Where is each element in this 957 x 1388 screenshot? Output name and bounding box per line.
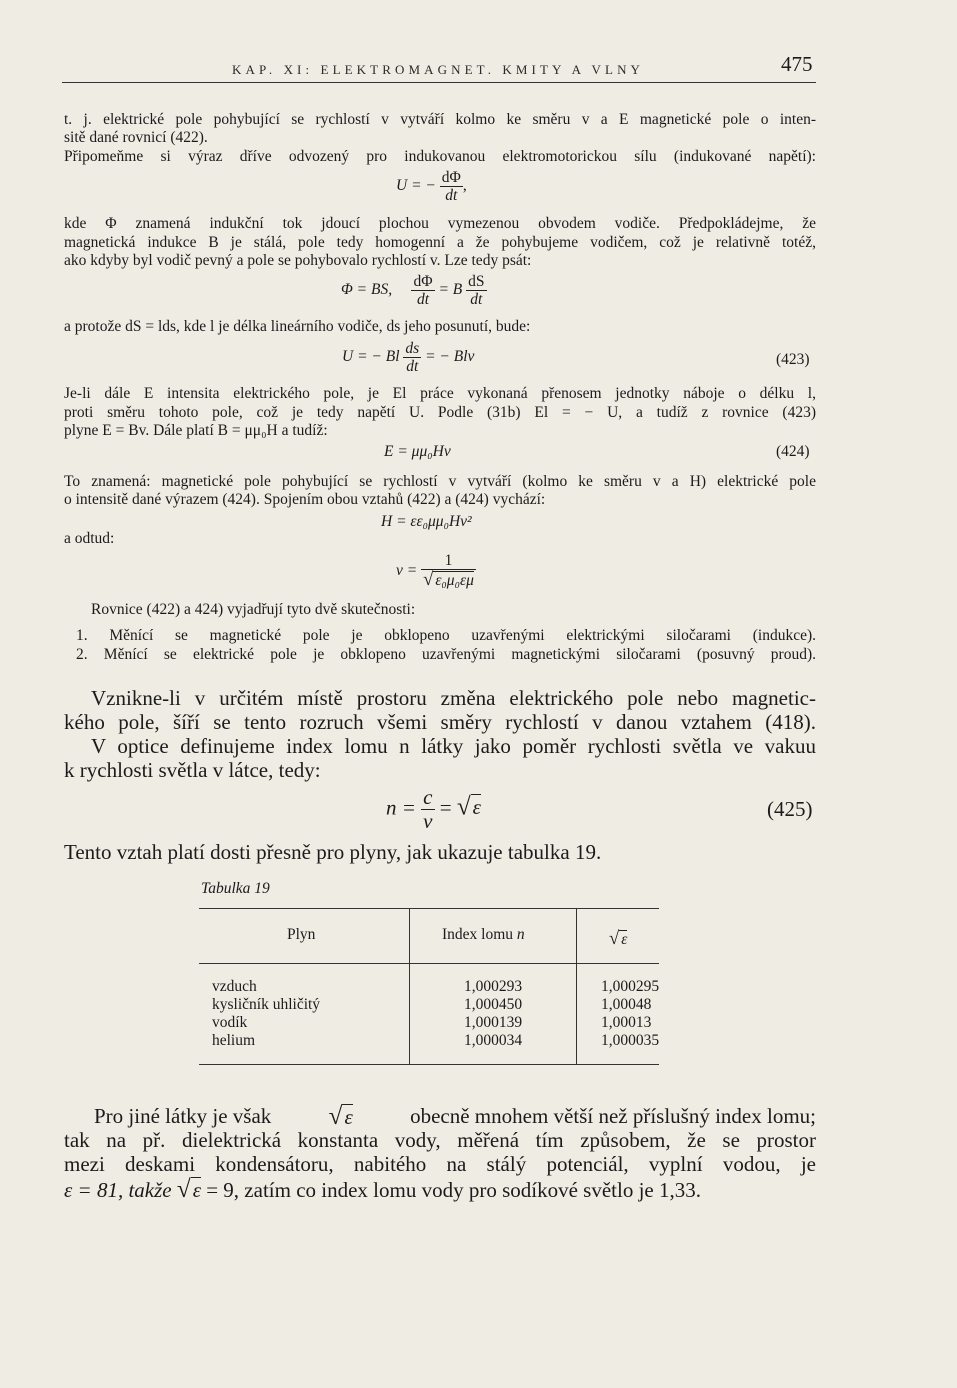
equation-number: (425) — [767, 797, 813, 821]
fraction — [403, 340, 421, 375]
equation-induced-voltage — [396, 169, 467, 204]
table-rule — [576, 908, 577, 1064]
table-cell: 1,000295 — [601, 978, 660, 995]
table-cell: 1,00048 — [601, 996, 652, 1013]
comma: , — [462, 177, 467, 195]
radicand: ε — [621, 931, 628, 948]
sqrt-icon: √ — [176, 1176, 191, 1203]
text-segment: Pro jiné látky je však — [94, 1104, 272, 1128]
numerator: dΦ — [441, 169, 461, 186]
radicand: ε — [192, 1178, 201, 1202]
equation-number: (424) — [776, 443, 810, 460]
numerator: dΦ — [413, 273, 433, 290]
sqrt-icon: √ — [609, 928, 620, 949]
list-item: 2. Měnící se elektrické pole je obklopeno uzavřenými magnetickými siločarami (posuvný proud). — [76, 646, 816, 663]
equation-lhs: n = — [386, 795, 416, 820]
table-cell: kysličník uhličitý — [212, 996, 321, 1013]
text-line: kého pole, šíří se tento rozruch všemi směry rychlostí v danou vztahem (418). — [64, 710, 816, 734]
page-number: 475 — [781, 52, 813, 76]
equation-425 — [386, 786, 481, 833]
text-segment: obecně mnohem větší než příslušný index lomu; — [410, 1104, 816, 1128]
table-rule — [199, 963, 659, 964]
equation-part: Φ = BS, — [341, 281, 393, 299]
header-text: Index lomu — [442, 926, 517, 943]
table-rule — [199, 908, 659, 909]
header-rule — [62, 82, 816, 83]
table-header: Plyn — [287, 926, 316, 943]
fraction — [421, 786, 434, 833]
equation-lhs: v = — [396, 561, 418, 579]
numerator: ds — [405, 340, 420, 357]
table-header — [609, 928, 627, 950]
fraction — [466, 273, 486, 308]
text-line: tak na př. dielektrická konstanta vody, měřená tím způsobem, že se prostor — [64, 1128, 816, 1152]
running-header: KAP. XI: ELEKTROMAGNET. KMITY A VLNY — [232, 62, 645, 77]
text-line: ako kdyby byl vodič pevný a pole se pohybovalo rychlostí v. Lze tedy psát: — [64, 252, 532, 269]
text-segment: ε = 81, takže — [64, 1178, 172, 1202]
text-line: Připomeňme si výraz dříve odvozený pro indukovanou elektromotorickou sílu (indukované napětí): — [64, 148, 816, 165]
equation-part: = B — [438, 281, 463, 299]
equation-H: H = εε₀μμ₀Hv² — [381, 513, 472, 530]
fraction — [440, 169, 463, 204]
table-rule — [199, 1064, 659, 1065]
text-line: sitě dané rovnicí (422). — [64, 129, 208, 146]
text-line: k rychlosti světla v látce, tedy: — [64, 758, 321, 782]
data-table — [199, 908, 659, 1065]
denominator — [421, 569, 476, 590]
equation-part: = — [439, 795, 452, 820]
text-line: To znamená: magnetické pole pohybující se rychlostí v vytváří (kolmo ke směru v a H) elektrické pole — [64, 473, 816, 490]
text-line: proti směru tohoto pole, což je tedy napětí U. Podle (31b) El = − U, a tudíž z rovnice (423) — [64, 404, 816, 421]
denominator: dt — [403, 357, 421, 375]
text-line: o intensitě dané výrazem (424). Spojením obou vztahů (422) a (424) vychází: — [64, 491, 546, 508]
text-line: magnetická indukce B je stálá, pole tedy homogenní a že pohybujeme vodičem, což je relativně totéž, — [64, 234, 816, 251]
equation-424: E = μμ₀Hv — [384, 443, 451, 460]
denominator: dt — [411, 290, 434, 308]
text-line — [94, 1104, 816, 1129]
text-line: t. j. elektrické pole pohybující se rychlostí v vytváří kolmo ke směru v a E magnetické pole o inten- — [64, 111, 816, 128]
text-line: Je-li dále E intensita elektrického pole, je El práce vykonaná přenosem jednotky náboje o délku l, — [64, 385, 816, 402]
equation-flux — [341, 273, 487, 308]
sqrt-icon: √ — [328, 1103, 343, 1130]
header-var: n — [516, 926, 525, 943]
text-line: Tento vztah platí dosti přesně pro plyny, jak ukazuje tabulka 19. — [64, 840, 602, 864]
text-line: Rovnice (422) a 424) vyjadřují tyto dvě skutečnosti: — [91, 601, 416, 618]
table-cell: 1,000293 — [464, 978, 523, 995]
sqrt-icon: √ — [456, 793, 471, 821]
table-caption: Tabulka 19 — [201, 880, 270, 897]
table-rule — [409, 908, 410, 1064]
text-segment: = 9, zatím co index lomu vody pro sodíkové světlo je 1,33. — [206, 1178, 701, 1202]
text-line: V optice definujeme index lomu n látky jako poměr rychlosti světla ve vakuu — [91, 734, 816, 758]
denominator: dt — [466, 290, 486, 308]
table-cell: vodík — [212, 1014, 248, 1031]
table-cell: 1,00013 — [601, 1014, 652, 1031]
equation-lhs: U = − Bl — [342, 348, 400, 366]
text-line — [64, 1177, 701, 1202]
table-cell: 1,000450 — [464, 996, 523, 1013]
sqrt-expression — [329, 1104, 353, 1129]
denominator: v — [423, 809, 433, 834]
equation-speed — [396, 552, 476, 591]
fraction — [411, 273, 434, 308]
numerator: c — [423, 785, 433, 809]
equation-rhs: = − Blv — [425, 348, 475, 366]
numerator: dS — [468, 273, 485, 290]
table-cell: 1,000035 — [601, 1032, 660, 1049]
text-line: a protože dS = lds, kde l je délka lineárního vodiče, ds jeho posunutí, bude: — [64, 318, 531, 335]
radicand: ε — [344, 1105, 353, 1129]
equation-423 — [342, 340, 474, 375]
table-cell: vzduch — [212, 978, 257, 995]
radicand: ε — [472, 795, 481, 820]
table-cell: 1,000139 — [464, 1014, 523, 1031]
denominator: dt — [440, 186, 463, 204]
equation-lhs: U = − — [396, 177, 436, 195]
table-cell: helium — [212, 1032, 256, 1049]
numerator: 1 — [444, 552, 453, 569]
text-line: Vznikne-li v určitém místě prostoru změna elektrického pole nebo magnetic- — [91, 686, 816, 710]
fraction — [421, 552, 476, 591]
text-line: plyne E = Bv. Dále platí B = μμ₀H a tudíž: — [64, 422, 328, 439]
text-line: a odtud: — [64, 530, 115, 547]
text-line: mezi deskami kondensátoru, nabitého na stálý potenciál, vyplní vodou, je — [64, 1152, 816, 1176]
table-cell: 1,000034 — [464, 1032, 523, 1049]
sqrt-icon: √ — [423, 569, 434, 591]
table-header — [442, 926, 525, 944]
text-line: kde Φ znamená indukční tok jdoucí plochou vymezenou obvodem vodiče. Předpokládejme, že — [64, 215, 816, 232]
radicand: ε₀μ₀εμ — [435, 572, 474, 590]
equation-number: (423) — [776, 351, 810, 368]
list-item: 1. Měnící se magnetické pole je obklopeno uzavřenými elektrickými siločarami (indukce). — [76, 627, 816, 644]
